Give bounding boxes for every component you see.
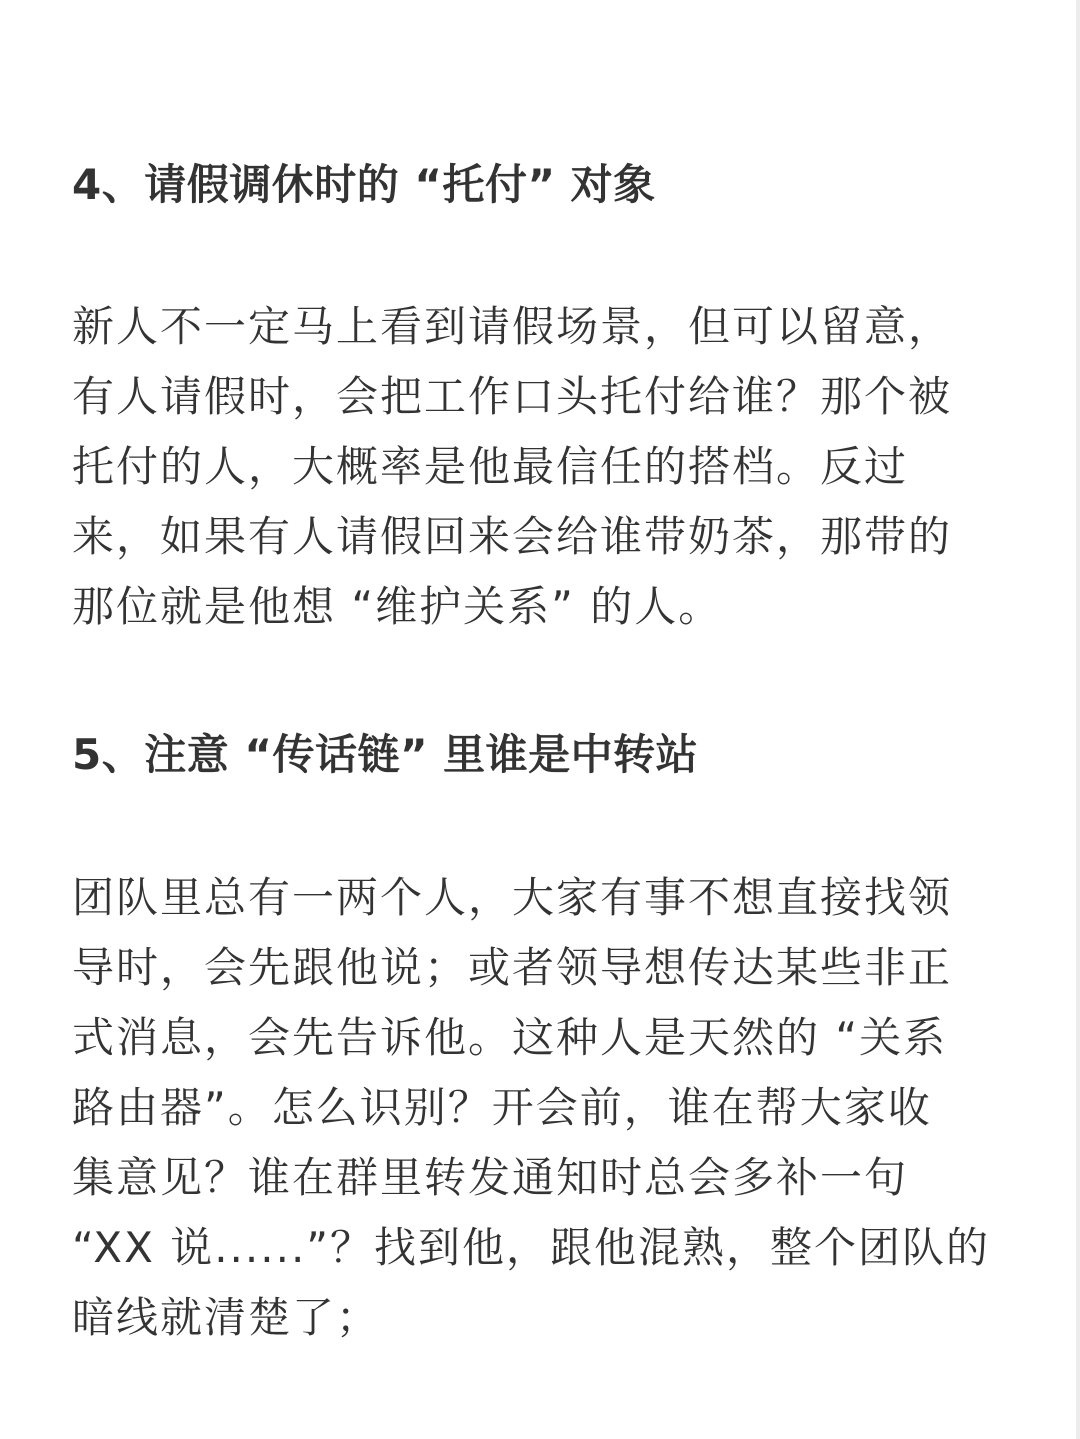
paragraph-line: 路由器”。怎么识别？开会前，谁在帮大家收: [72, 1083, 932, 1132]
section-paragraph-5: [72, 863, 1012, 1353]
paragraph-line: 来，如果有人请假回来会给谁带奶茶，那带的: [72, 512, 953, 561]
section-heading-4: 4、请假调休时的 “托付” 对象: [72, 160, 656, 209]
paragraph-line: 新人不一定马上看到请假场景，但可以留意，: [72, 302, 953, 351]
paragraph-line: 导时，会先跟他说；或者领导想传达某些非正: [72, 943, 953, 992]
paragraph-line: 暗线就清楚了；: [72, 1293, 381, 1342]
paragraph-line: 有人请假时，会把工作口头托付给谁？那个被: [72, 372, 953, 421]
paragraph-line: “XX 说......”？找到他，跟他混熟，整个团队的: [72, 1223, 991, 1272]
paragraph-line: 式消息，会先告诉他。这种人是天然的 “关系: [72, 1013, 948, 1062]
page-edge-divider: [1076, 0, 1080, 1439]
paragraph-line: 集意见？谁在群里转发通知时总会多补一句: [72, 1153, 909, 1202]
paragraph-line: 那位就是他想 “维护关系” 的人。: [72, 582, 723, 631]
paragraph-line: 团队里总有一两个人，大家有事不想直接找领: [72, 873, 953, 922]
section-paragraph-4: [72, 292, 1012, 642]
section-heading-5: 5、注意 “传话链” 里谁是中转站: [72, 730, 699, 779]
paragraph-line: 托付的人，大概率是他最信任的搭档。反过: [72, 442, 909, 491]
